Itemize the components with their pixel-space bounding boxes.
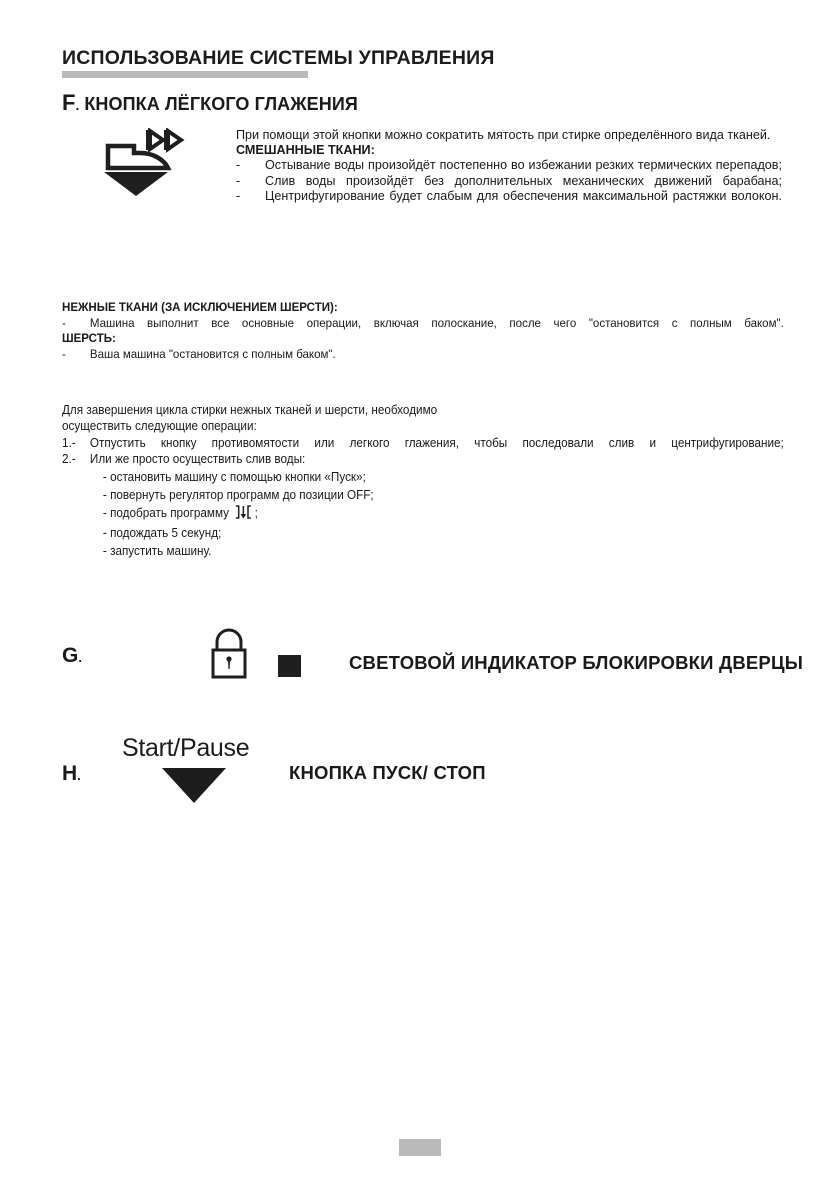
list-item xyxy=(236,174,782,189)
easy-ironing-icon xyxy=(104,128,192,196)
indicator-light-square xyxy=(278,655,301,677)
drain-program-symbol xyxy=(234,505,253,524)
finish-intro-line-2: осуществить следующие операции: xyxy=(62,419,257,434)
section-h-letter-period: . xyxy=(77,768,81,783)
door-lock-icon xyxy=(208,628,250,680)
section-f-letter: F xyxy=(62,90,76,115)
list-item-text: Ваша машина "остановится с полным баком". xyxy=(89,346,336,361)
list-item-text: Центрифугирование будет слабым для обеспечения максимальной растяжки волокон. xyxy=(265,188,782,203)
section-g-label: СВЕТОВОЙ ИНДИКАТОР БЛОКИРОВКИ ДВЕРЦЫ xyxy=(349,652,804,673)
list-item-text: Машина выполнит все основные операции, включая полоскание, после чего "остановится с полным баком". xyxy=(89,315,784,330)
section-h xyxy=(62,730,784,810)
section-g-letter-period: . xyxy=(78,650,82,665)
step-number: 1.- xyxy=(62,435,76,450)
section-f-letter-period: . xyxy=(75,97,80,113)
mixed-fabrics-heading: СМЕШАННЫЕ ТКАНИ: xyxy=(236,143,375,158)
start-pause-button-text: Start/Pause xyxy=(122,734,250,762)
dash-bullet: - xyxy=(62,346,66,361)
sub-step-text-after: ; xyxy=(254,505,258,520)
section-g-letter-group xyxy=(62,644,82,668)
section-f-heading xyxy=(62,90,358,116)
page-number-marker xyxy=(399,1139,441,1156)
sub-step: - запустить машину. xyxy=(102,543,212,558)
delicate-fabrics-heading: НЕЖНЫЕ ТКАНИ (ЗА ИСКЛЮЧЕНИЕМ ШЕРСТИ): xyxy=(62,300,338,314)
document-header xyxy=(62,48,782,78)
step-text: Или же просто осуществить слив воды: xyxy=(89,452,306,467)
section-g-letter: G xyxy=(62,644,79,667)
section-h-letter-group xyxy=(62,762,81,786)
list-item xyxy=(236,189,782,204)
step-text: Отпустить кнопку противомятости или легкого глажения, чтобы последовали слив и центрифугирование; xyxy=(89,435,784,450)
list-item-text: Остывание воды произойдёт постепенно во избежании резких термических перепадов; xyxy=(265,158,782,173)
delicate-fabrics-item xyxy=(62,316,784,332)
dash-bullet: - xyxy=(236,158,241,173)
dash-bullet: - xyxy=(62,315,66,330)
wool-heading: ШЕРСТЬ: xyxy=(62,331,116,346)
start-pause-triangle xyxy=(162,768,226,803)
section-f-body xyxy=(236,128,782,204)
page-title: ИСПОЛЬЗОВАНИЕ СИСТЕМЫ УПРАВЛЕНИЯ xyxy=(62,47,495,69)
sub-step-select-program xyxy=(103,504,784,524)
finish-step-2 xyxy=(62,451,784,467)
list-item xyxy=(236,158,782,173)
list-item-text: Слив воды произойдёт без дополнительных механических движений барабана; xyxy=(265,173,782,188)
finish-step-1 xyxy=(62,435,784,451)
sub-step: - подождать 5 секунд; xyxy=(102,525,222,540)
sub-step: - повернуть регулятор программ до позиции OFF; xyxy=(102,487,374,502)
finish-cycle-block xyxy=(62,402,784,560)
dash-bullet: - xyxy=(236,188,241,203)
wool-item xyxy=(62,347,784,363)
finish-intro-line-1: Для завершения цикла стирки нежных тканей и шерсти, необходимо xyxy=(62,403,438,417)
header-underline-bar xyxy=(62,71,308,78)
delicate-fabrics-block xyxy=(62,300,784,362)
section-f-title: КНОПКА ЛЁГКОГО ГЛАЖЕНИЯ xyxy=(84,94,358,114)
step-number: 2.- xyxy=(62,452,76,467)
sub-step-text-before: - подобрать программу xyxy=(102,505,229,520)
section-f-intro-paragraph: При помощи этой кнопки можно сократить мятость при стирке определённого вида тканей. xyxy=(236,128,771,142)
sub-step: - остановить машину с помощью кнопки «Пуск»; xyxy=(102,469,366,484)
finish-sub-steps xyxy=(62,468,784,560)
mixed-fabrics-list xyxy=(236,158,782,204)
dash-bullet: - xyxy=(236,173,241,188)
section-h-label: КНОПКА ПУСК/ СТОП xyxy=(289,762,486,783)
section-h-letter: H xyxy=(62,762,78,785)
section-g xyxy=(62,628,804,688)
